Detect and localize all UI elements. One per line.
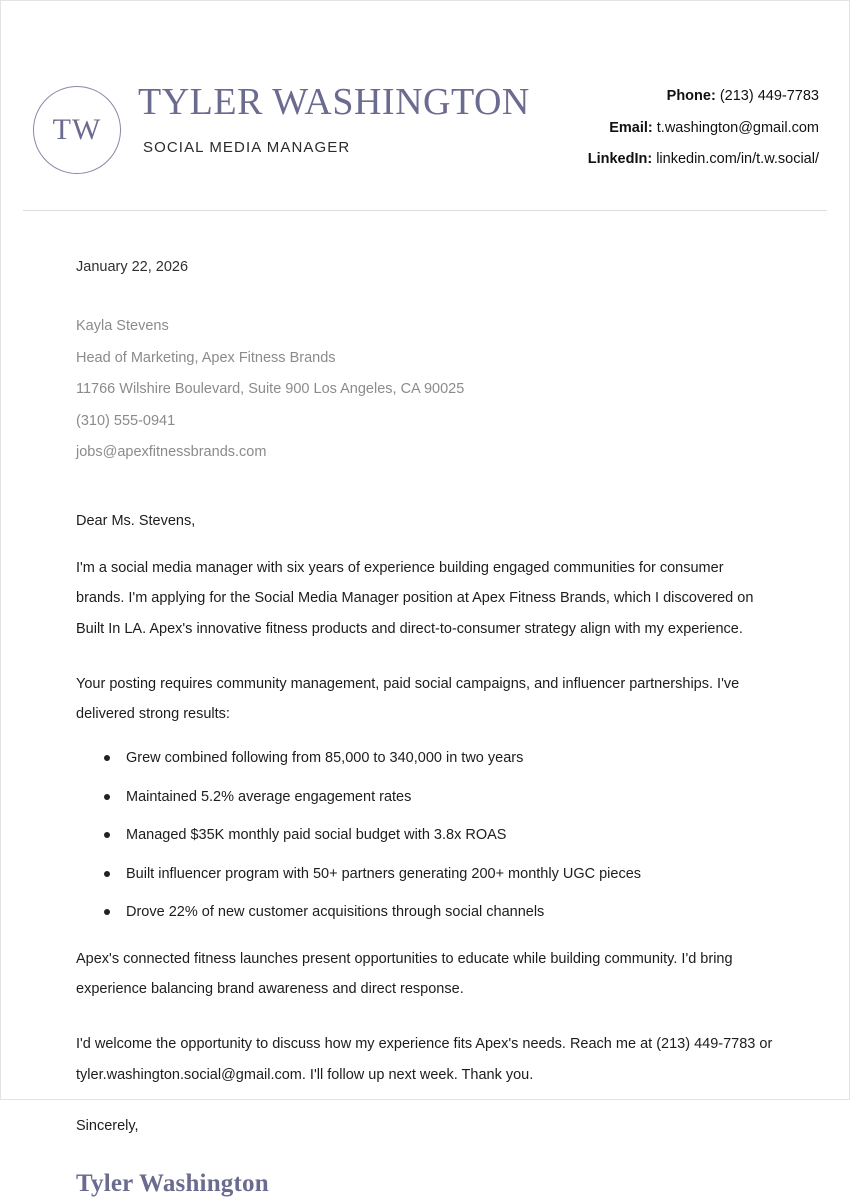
contact-email-value: t.washington@gmail.com: [656, 119, 819, 136]
monogram-container: [23, 75, 131, 174]
contact-linkedin: [588, 152, 819, 167]
list-item-text: Built influencer program with 50+ partners generating 200+ monthly UGC pieces: [126, 865, 642, 882]
list-item: [76, 790, 774, 805]
list-item: [76, 751, 774, 766]
list-item: [76, 905, 774, 920]
contact-email-label: Email:: [609, 119, 653, 136]
body-paragraph-4: I'd welcome the opportunity to discuss how my experience fits Apex's needs. Reach me at (213) 449-7783 or tyler.washington.social@gmail.com. I'll follow up next week. Thank you.: [76, 1036, 773, 1083]
recipient-name: Kayla Stevens: [76, 318, 169, 334]
achievements-list: [76, 751, 774, 920]
recipient-street: 11766 Wilshire Boulevard, Suite 900 Los Angeles, CA 90025: [76, 381, 465, 397]
recipient-role: Head of Marketing, Apex Fitness Brands: [76, 349, 336, 366]
body-paragraph-2: Your posting requires community management, paid social campaigns, and influencer partnerships. I've delivered strong results:: [76, 675, 740, 723]
job-title: SOCIAL MEDIA MANAGER: [143, 138, 351, 156]
list-item: [76, 867, 774, 882]
contact-linkedin-value: linkedin.com/in/t.w.social/: [656, 151, 819, 167]
contact-block: [588, 75, 827, 167]
header-divider: [23, 210, 827, 211]
identity-block: [131, 75, 588, 156]
signature-name: Tyler Washington: [76, 1169, 269, 1197]
body-paragraph-3: Apex's connected fitness launches present opportunities to educate while building community. I'd bring experience balancing brand awareness and direct response.: [76, 950, 733, 998]
page-title: TYLER WASHINGTON: [138, 81, 530, 123]
recipient-phone: (310) 555-0941: [76, 412, 176, 429]
letter-body: [1, 259, 849, 1198]
monogram-initials-icon: TW: [33, 86, 121, 174]
bullet-dot-icon: [104, 871, 110, 877]
list-item-text: Drove 22% of new customer acquisitions through social channels: [126, 904, 545, 921]
letter-date: January 22, 2026: [76, 259, 189, 275]
contact-phone-label: Phone:: [666, 88, 716, 104]
list-item: [76, 828, 774, 843]
closing-salutation: Sincerely,: [76, 1117, 139, 1134]
contact-email: [588, 121, 819, 136]
bullet-dot-icon: [104, 909, 110, 915]
list-item-text: Maintained 5.2% average engagement rates: [126, 788, 412, 805]
salutation: Dear Ms. Stevens,: [76, 512, 196, 529]
recipient-email: jobs@apexfitnessbrands.com: [76, 444, 267, 460]
bullet-dot-icon: [104, 832, 110, 838]
recipient-address-block: [76, 319, 774, 460]
contact-phone-value: (213) 449-7783: [719, 88, 819, 104]
body-paragraph-1: I'm a social media manager with six years of experience building engaged communities for consumer brands. I'm applying for the Social Media Manager position at Apex Fitness Brands, which I discovered on Built In LA. Apex's innovative fitness products and direct-to-consumer strategy align with my experience.: [76, 559, 754, 637]
letter-header: [1, 1, 849, 174]
contact-linkedin-label: LinkedIn:: [587, 151, 653, 167]
list-item-text: Grew combined following from 85,000 to 340,000 in two years: [126, 750, 524, 767]
contact-phone: [588, 89, 819, 104]
list-item-text: Managed $35K monthly paid social budget with 3.8x ROAS: [126, 827, 507, 844]
bullet-dot-icon: [104, 794, 110, 800]
bullet-dot-icon: [104, 755, 110, 761]
